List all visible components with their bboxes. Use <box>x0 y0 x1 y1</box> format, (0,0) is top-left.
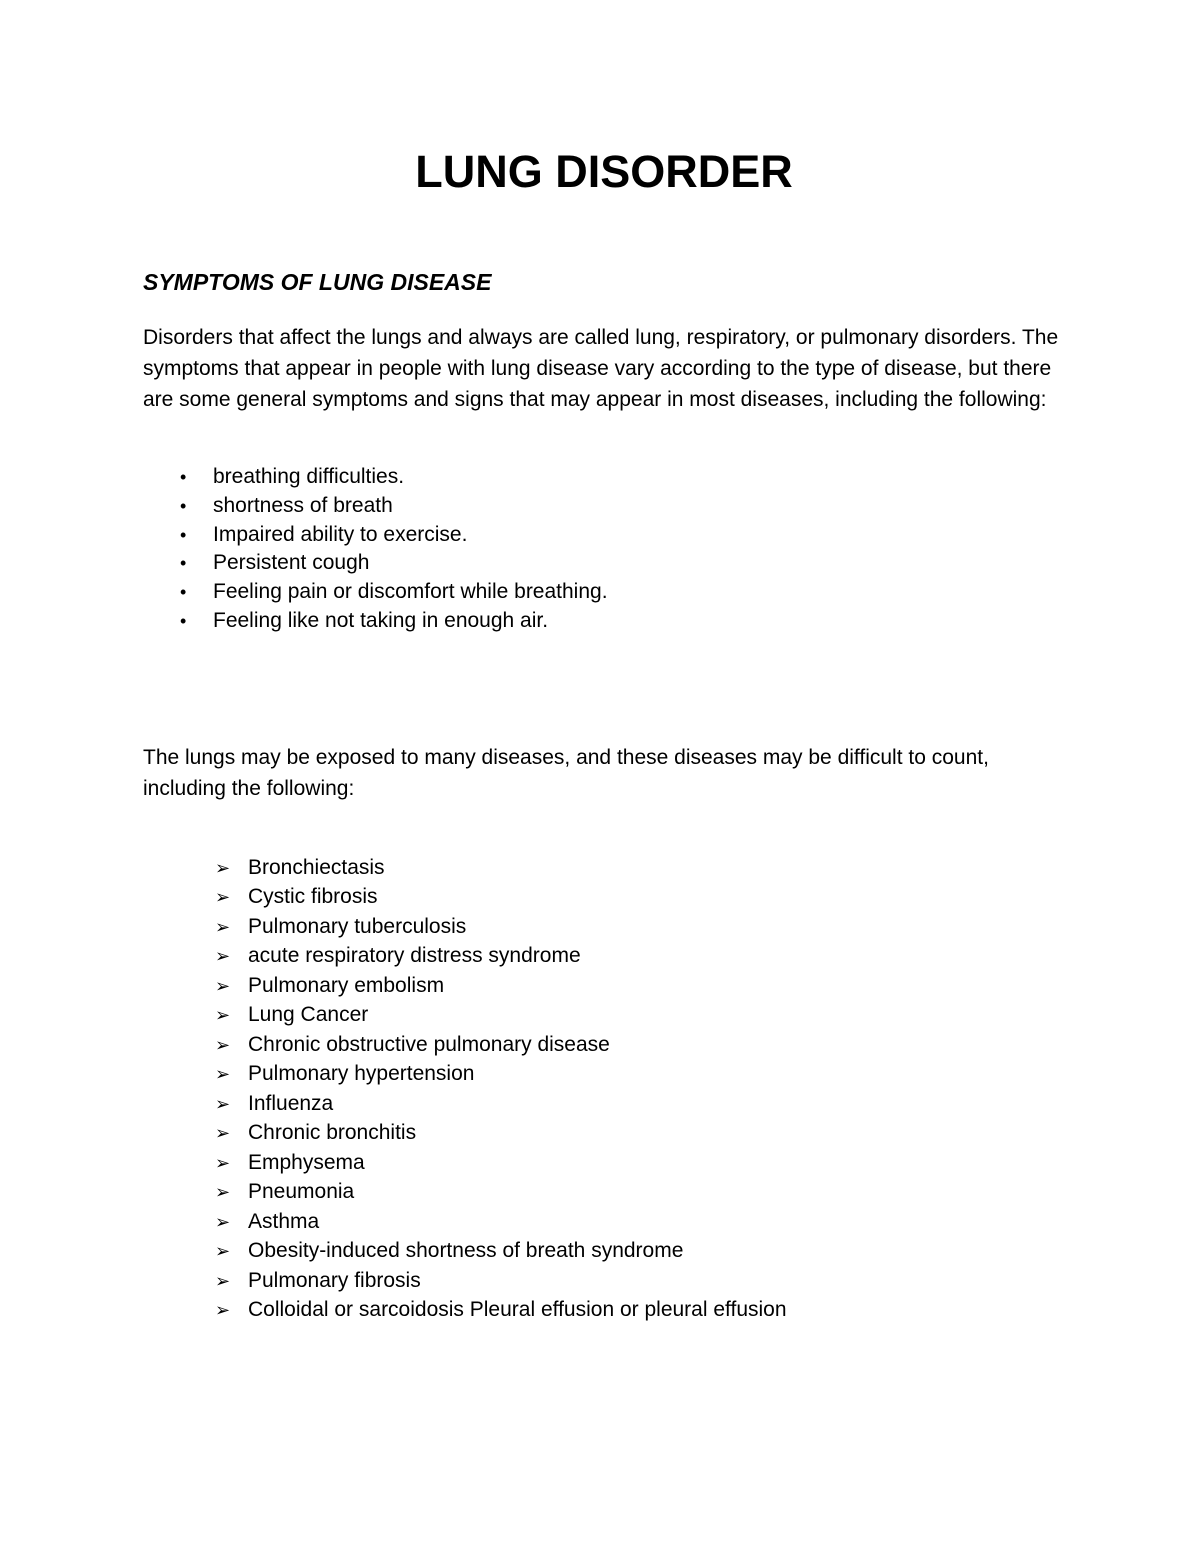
symptom-list-item <box>180 463 1065 492</box>
symptom-list-item <box>180 492 1065 521</box>
symptom-list-item <box>180 607 1065 636</box>
arrow-bullet-icon: ➢ <box>215 975 231 997</box>
list-item-text: Asthma <box>248 1209 320 1233</box>
bullet-icon: • <box>180 467 187 487</box>
symptom-list-item <box>180 578 1065 607</box>
list-item-text: acute respiratory distress syndrome <box>248 944 581 968</box>
disease-list-item <box>215 913 1065 943</box>
list-item-text: Emphysema <box>248 1150 365 1174</box>
section-heading: SYMPTOMS OF LUNG DISEASE <box>143 269 492 295</box>
symptom-list-item <box>180 549 1065 578</box>
diseases-paragraph: The lungs may be exposed to many diseases, and these diseases may be difficult to count, including the following: <box>143 745 989 800</box>
arrow-bullet-icon: ➢ <box>215 1182 231 1204</box>
list-item-text: Pulmonary embolism <box>248 973 445 997</box>
disease-list-item <box>215 1208 1065 1238</box>
disease-list-item <box>215 1031 1065 1061</box>
bullet-icon: • <box>180 524 187 545</box>
intro-paragraph: Disorders that affect the lungs and always are called lung, respiratory, or pulmonary disorders. The symptoms that appear in people with lung disease vary according to the type of disease, but there are some general symptoms and signs that may appear in most diseases, including the following: <box>143 326 1059 411</box>
disease-list-item <box>215 1001 1065 1031</box>
list-item-text: Pulmonary hypertension <box>248 1062 475 1086</box>
list-item-text: Persistent cough <box>213 551 370 575</box>
symptom-list-item <box>180 521 1065 550</box>
list-item-text: Bronchiectasis <box>248 855 385 879</box>
arrow-bullet-icon: ➢ <box>215 887 231 909</box>
list-item-text: Pulmonary fibrosis <box>248 1268 421 1292</box>
bullet-icon: • <box>180 553 187 574</box>
bullet-icon: • <box>180 495 187 516</box>
bullet-icon: • <box>180 582 187 603</box>
list-item-text: breathing difficulties. <box>213 465 405 488</box>
disease-list-item <box>215 1149 1065 1179</box>
disease-list-item <box>215 1237 1065 1267</box>
arrow-bullet-icon: ➢ <box>215 1123 231 1145</box>
arrow-bullet-icon: ➢ <box>215 1064 231 1086</box>
disease-list-item <box>215 1178 1065 1208</box>
list-item-text: Feeling pain or discomfort while breathing. <box>213 580 608 604</box>
disease-list-item <box>215 883 1065 913</box>
arrow-bullet-icon: ➢ <box>215 1241 231 1263</box>
list-item-text: Cystic fibrosis <box>248 885 378 909</box>
list-item-text: Influenza <box>248 1091 334 1115</box>
arrow-bullet-icon: ➢ <box>215 1270 231 1292</box>
disease-list-item <box>215 1296 1065 1326</box>
disease-list-item <box>215 1090 1065 1120</box>
document-title: LUNG DISORDER <box>415 146 793 197</box>
disease-list-item <box>215 972 1065 1002</box>
arrow-bullet-icon: ➢ <box>215 916 231 938</box>
arrow-bullet-icon: ➢ <box>215 1034 231 1056</box>
arrow-bullet-icon: ➢ <box>215 946 231 968</box>
arrow-bullet-icon: ➢ <box>215 1152 231 1174</box>
disease-list-item <box>215 1060 1065 1090</box>
list-item-text: Colloidal or sarcoidosis Pleural effusion or pleural effusion <box>248 1298 787 1322</box>
list-item-text: Obesity-induced shortness of breath syndrome <box>248 1239 684 1263</box>
list-item-text: Feeling like not taking in enough air. <box>213 608 549 632</box>
list-item-text: Chronic bronchitis <box>248 1121 417 1145</box>
symptom-list <box>143 463 1065 636</box>
disease-list-item <box>215 1267 1065 1297</box>
bullet-icon: • <box>180 610 187 631</box>
disease-list-item <box>215 854 1065 884</box>
list-item-text: Pulmonary tuberculosis <box>248 914 467 938</box>
disease-list-item <box>215 942 1065 972</box>
disease-list <box>143 854 1065 1326</box>
list-item-text: Pneumonia <box>248 1180 355 1204</box>
arrow-bullet-icon: ➢ <box>215 1005 231 1027</box>
arrow-bullet-icon: ➢ <box>215 1211 231 1233</box>
disease-list-item <box>215 1119 1065 1149</box>
list-item-text: Chronic obstructive pulmonary disease <box>248 1032 610 1056</box>
arrow-bullet-icon: ➢ <box>215 1093 231 1115</box>
list-item-text: Lung Cancer <box>248 1003 369 1027</box>
list-item-text: shortness of breath <box>213 493 393 517</box>
list-item-text: Impaired ability to exercise. <box>213 522 468 546</box>
arrow-bullet-icon: ➢ <box>215 857 231 879</box>
arrow-bullet-icon: ➢ <box>215 1300 231 1322</box>
